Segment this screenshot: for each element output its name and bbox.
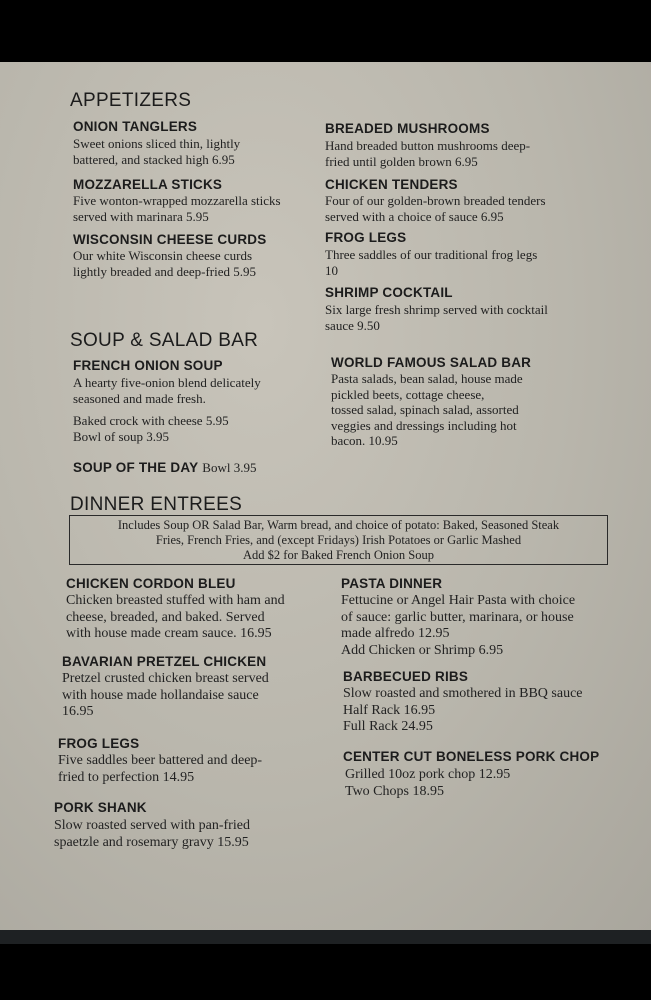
desc-line: Chicken breasted stuffed with ham and (66, 593, 285, 608)
breaded-mushrooms-title: BREADED MUSHROOMS (325, 121, 490, 136)
desc-line: Three saddles of our traditional frog legs (325, 247, 538, 262)
barbecued-ribs-title: BARBECUED RIBS (343, 669, 469, 684)
desc-line: 10 (325, 262, 338, 278)
mozzarella-sticks-desc (73, 193, 281, 224)
desc-line: Pretzel crusted chicken breast served (62, 671, 269, 686)
desc-line: battered, and stacked high 6.95 (73, 151, 235, 167)
soup-of-day-title: SOUP OF THE DAY (73, 460, 199, 475)
desc-line: cheese, breaded, and baked. Served (66, 609, 265, 625)
desc-line: fried to perfection 14.95 (58, 769, 195, 785)
desc-line: sauce 9.50 (325, 317, 380, 333)
french-onion-prices (73, 413, 229, 444)
desc-line: lightly breaded and deep-fried 5.95 (73, 263, 257, 279)
desc-line: fried until golden brown 6.95 (325, 153, 478, 169)
cheese-curds-title: WISCONSIN CHEESE CURDS (73, 232, 267, 247)
french-onion-title: FRENCH ONION SOUP (73, 358, 223, 373)
desc-line: Half Rack 16.95 (343, 702, 436, 718)
salad-bar-title: WORLD FAMOUS SALAD BAR (331, 355, 532, 370)
desc-line: made alfredo 12.95 (341, 626, 450, 641)
frog-legs-dinner-title: FROG LEGS (58, 736, 140, 751)
desc-line: 16.95 (62, 704, 94, 719)
desc-line: Slow roasted and smothered in BBQ sauce (343, 686, 583, 701)
desc-line: Fettucine or Angel Hair Pasta with choice (341, 593, 576, 608)
desc-line: Six large fresh shrimp served with cocktail (325, 302, 548, 317)
cordon-bleu-desc (66, 593, 285, 643)
mozzarella-sticks-title: MOZZARELLA STICKS (73, 177, 223, 192)
french-onion-desc (73, 375, 261, 406)
soup-salad-heading: SOUP & SALAD BAR (70, 330, 259, 351)
onion-tanglers-title: ONION TANGLERS (73, 119, 198, 134)
desc-line: Hand breaded button mushrooms deep- (325, 138, 531, 153)
pasta-dinner-title: PASTA DINNER (341, 576, 443, 591)
frog-legs-appetizer-desc (325, 247, 537, 278)
barbecued-ribs-desc (343, 686, 583, 736)
notice-line: Fries, French Fries, and (except Fridays) Irish Potatoes or Garlic Mashed (155, 533, 522, 547)
desc-line: bacon. 10.95 (331, 433, 398, 449)
desc-line: Five wonton-wrapped mozzarella sticks (73, 193, 281, 208)
chicken-tenders-desc (325, 193, 546, 224)
desc-line: Two Chops 18.95 (345, 783, 444, 799)
cheese-curds-desc (73, 248, 256, 279)
desc-line: veggies and dressings including hot (331, 417, 517, 433)
pork-shank-desc (54, 818, 250, 851)
desc-line: served with a choice of sauce 6.95 (325, 208, 504, 224)
desc-line: served with marinara 5.95 (73, 208, 209, 224)
desc-line: A hearty five-onion blend delicately (73, 375, 261, 390)
desc-line: with house made cream sauce. 16.95 (66, 626, 272, 641)
desc-line: pickled beets, cottage cheese, (331, 386, 485, 402)
dinner-entrees-heading: DINNER ENTREES (70, 494, 243, 515)
desc-line: Add Chicken or Shrimp 6.95 (341, 642, 504, 658)
desc-line: Slow roasted served with pan-fried (54, 818, 250, 833)
appetizers-heading: APPETIZERS (70, 90, 192, 111)
desc-line: Our white Wisconsin cheese curds (73, 248, 253, 263)
notice-line: Add $2 for Baked French Onion Soup (243, 548, 434, 562)
pork-shank-title: PORK SHANK (54, 800, 147, 815)
pasta-dinner-desc (341, 593, 575, 659)
chicken-tenders-title: CHICKEN TENDERS (325, 177, 458, 192)
soup-of-day (73, 459, 256, 477)
price-line: Bowl of soup 3.95 (73, 428, 170, 444)
soup-of-day-price: Bowl 3.95 (202, 460, 257, 475)
desc-line: Pasta salads, bean salad, house made (331, 371, 523, 386)
shrimp-cocktail-title: SHRIMP COCKTAIL (325, 285, 453, 300)
frog-legs-dinner-desc (58, 753, 262, 786)
desc-line: tossed salad, spinach salad, assorted (331, 402, 519, 418)
salad-bar-desc (331, 371, 523, 449)
desc-line: spaetzle and rosemary gravy 15.95 (54, 834, 249, 850)
cordon-bleu-title: CHICKEN CORDON BLEU (66, 576, 236, 591)
desc-line: Sweet onions sliced thin, lightly (73, 136, 241, 151)
dinner-includes-notice (69, 515, 608, 565)
desc-line: with house made hollandaise sauce (62, 687, 259, 703)
notice-line: Includes Soup OR Salad Bar, Warm bread, and choice of potato: Baked, Seasoned Steak (117, 518, 560, 532)
price-line: Baked crock with cheese 5.95 (73, 413, 229, 428)
pretzel-chicken-title: BAVARIAN PRETZEL CHICKEN (62, 654, 267, 669)
pretzel-chicken-desc (62, 671, 269, 721)
bottom-bar (0, 930, 651, 944)
desc-line: Four of our golden-brown breaded tenders (325, 193, 546, 208)
desc-line: seasoned and made fresh. (73, 390, 206, 406)
frog-legs-appetizer-title: FROG LEGS (325, 230, 407, 245)
shrimp-cocktail-desc (325, 302, 548, 333)
pork-chop-title: CENTER CUT BONELESS PORK CHOP (343, 749, 600, 764)
pork-chop-desc (345, 767, 510, 800)
onion-tanglers-desc (73, 136, 240, 167)
desc-line: Full Rack 24.95 (343, 719, 433, 734)
desc-line: of sauce: garlic butter, marinara, or house (341, 609, 574, 625)
desc-line: Five saddles beer battered and deep- (58, 753, 263, 768)
desc-line: Grilled 10oz pork chop 12.95 (345, 767, 511, 782)
breaded-mushrooms-desc (325, 138, 530, 169)
